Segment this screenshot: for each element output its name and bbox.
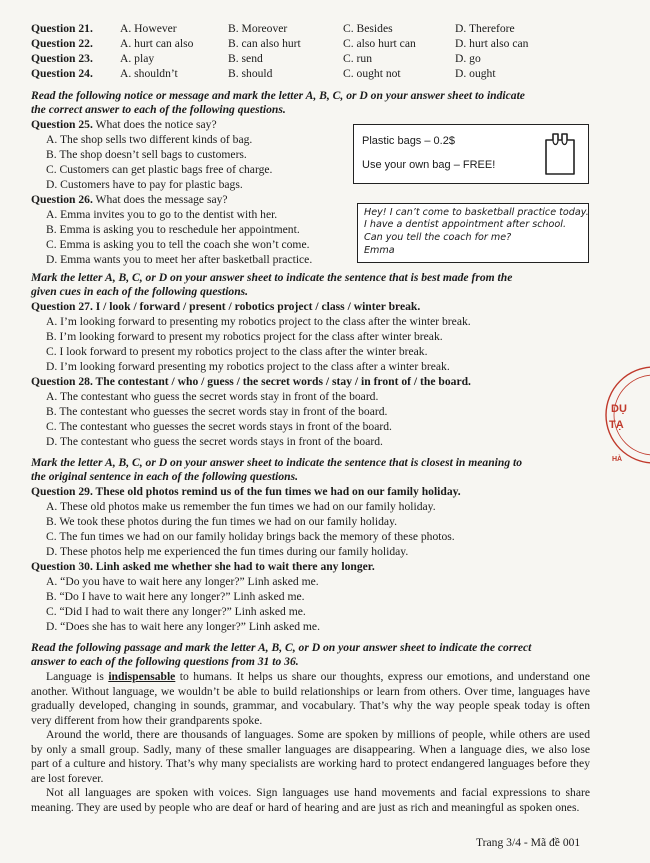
- passage-p1-start: Language is: [46, 670, 109, 683]
- question-26-label: Question 26.: [31, 193, 93, 206]
- q30-option-c: C. “Did I had to wait there any longer?” Linh asked me.: [46, 605, 306, 618]
- question-29-stem: These old photos remind us of the fun times we had on our family holiday.: [95, 485, 461, 498]
- q29-option-a: A. These old photos make us remember the fun times we had on our family holiday.: [46, 500, 436, 513]
- q26-option-d: D. Emma wants you to meet her after basketball practice.: [46, 253, 313, 266]
- question-27: [31, 300, 420, 315]
- q28-option-d: D. The contestant who guess the secret words stays in front of the board.: [46, 435, 383, 448]
- q30-option-b: B. “Do I have to wait here any longer?” Linh asked me.: [46, 590, 305, 603]
- q28-option-b: B. The contestant who guesses the secret words stay in front of the board.: [46, 405, 388, 418]
- q30-option-d: D. “Does she has to wait here any longer?” Linh asked me.: [46, 620, 320, 633]
- message-line2: I have a dentist appointment after school.: [364, 219, 567, 230]
- stamp-text-1: DỤ: [611, 403, 627, 415]
- passage-paragraph-3: Not all languages are spoken with voices. Sign languages use hand movements and facial expressions to share meaning. They are used by people who are deaf or hard of hearing and are just as rich and meaningful as spoken ones.: [31, 786, 590, 814]
- q27-option-d: D. I’m looking forward presenting my robotics project to the class after a winter break.: [46, 360, 450, 373]
- q27-option-c: C. I look forward to present my robotics project to the class after the winter break.: [46, 345, 428, 358]
- q27-option-b: B. I’m looking forward to present my robotics project for the class after winter break.: [46, 330, 443, 343]
- instruction-notice-line1: Read the following notice or message and mark the letter A, B, C, or D on your answer sheet to indicate: [31, 89, 525, 102]
- message-line3: Can you tell the coach for me?: [364, 232, 512, 243]
- question-30-label: Question 30.: [31, 560, 93, 573]
- question-29: [31, 485, 461, 500]
- shopping-bag-icon: [540, 130, 580, 178]
- instruction-passage-line2: answer to each of the following questions from 31 to 36.: [31, 655, 299, 668]
- option-21b: B. Moreover: [228, 22, 288, 35]
- q26-option-b: B. Emma is asking you to reschedule her appointment.: [46, 223, 300, 236]
- option-22d: D. hurt also can: [455, 37, 529, 50]
- question-25: [31, 118, 217, 133]
- option-24d: D. ought: [455, 67, 496, 80]
- passage-paragraph-2: Around the world, there are thousands of languages. Some are spoken by millions of people, while others are used by only a small group. Sadly, many of these smaller languages are disappearing. When a language dies, we also lose part of a culture and history. That’s why many specialists are working hard to protect endangered languages before they are lost forever.: [31, 728, 590, 785]
- option-23c: C. run: [343, 52, 372, 65]
- option-21c: C. Besides: [343, 22, 393, 35]
- option-22c: C. also hurt can: [343, 37, 416, 50]
- option-23a: A. play: [120, 52, 155, 65]
- instruction-notice-line2: the correct answer to each of the following questions.: [31, 103, 286, 116]
- q28-option-a: A. The contestant who guess the secret words stay in front of the board.: [46, 390, 379, 403]
- q25-option-c: C. Customers can get plastic bags free of charge.: [46, 163, 273, 176]
- instruction-cues-line1: Mark the letter A, B, C, or D on your answer sheet to indicate the sentence that is best made from the: [31, 271, 513, 284]
- q29-option-c: C. The fun times we had on our family holiday brings back the memory of these photos.: [46, 530, 455, 543]
- instruction-passage-line1: Read the following passage and mark the letter A, B, C, or D on your answer sheet to indicate the correct: [31, 641, 532, 654]
- notice-line-price: Plastic bags – 0.2$: [362, 135, 455, 147]
- keyword-indispensable: indispensable: [108, 670, 176, 683]
- plastic-bag-notice: [353, 124, 589, 184]
- option-24b: B. should: [228, 67, 273, 80]
- question-22-label: Question 22.: [31, 37, 93, 50]
- option-21a: A. However: [120, 22, 177, 35]
- page-footer: Trang 3/4 - Mã đề 001: [476, 836, 581, 849]
- q27-option-a: A. I’m looking forward to presenting my robotics project to the class after the winter break.: [46, 315, 471, 328]
- instruction-closest-line2: the original sentence in each of the following questions.: [31, 470, 299, 483]
- notice-line-free: Use your own bag – FREE!: [362, 159, 496, 171]
- q25-option-d: D. Customers have to pay for plastic bags.: [46, 178, 243, 191]
- question-30: [31, 560, 375, 575]
- option-24a: A. shouldn’t: [120, 67, 178, 80]
- q25-option-a: A. The shop sells two different kinds of bag.: [46, 133, 253, 146]
- question-28-label: Question 28.: [31, 375, 93, 388]
- question-21-label: Question 21.: [31, 22, 93, 35]
- q30-option-a: A. “Do you have to wait here any longer?” Linh asked me.: [46, 575, 319, 588]
- q29-option-d: D. These photos help me experienced the fun times during our family holiday.: [46, 545, 409, 558]
- question-29-label: Question 29.: [31, 485, 93, 498]
- q26-option-a: A. Emma invites you to go to the dentist with her.: [46, 208, 278, 221]
- question-30-stem: Linh asked me whether she had to wait there any longer.: [95, 560, 375, 573]
- question-25-stem: What does the notice say?: [95, 118, 217, 131]
- instruction-closest-line1: Mark the letter A, B, C, or D on your answer sheet to indicate the sentence that is closest in meaning to: [31, 456, 523, 469]
- question-27-label: Question 27.: [31, 300, 93, 313]
- question-25-label: Question 25.: [31, 118, 93, 131]
- passage-paragraph-1: [31, 670, 590, 728]
- stamp-text-3: HÀ: [612, 456, 623, 463]
- question-24-label: Question 24.: [31, 67, 93, 80]
- option-22b: B. can also hurt: [228, 37, 301, 50]
- message-line1: Hey! I can’t come to basketball practice today.: [364, 207, 589, 218]
- instruction-cues-line2: given cues in each of the following questions.: [31, 285, 249, 298]
- q29-option-b: B. We took these photos during the fun times we had on our family holiday.: [46, 515, 398, 528]
- question-26: [31, 193, 228, 208]
- option-23d: D. go: [455, 52, 481, 65]
- passage-p1-rest: to humans. It helps us share our thoughts, express our emotions, and understand one another. Without language, we wouldn’t be able to build relationships or learn from others. Over time, languages have gradually developed, changing in sounds, grammar, and vocabulary. That’s why the way people speak today is often very different from how their grandparents spoke.: [31, 670, 590, 727]
- option-24c: C. ought not: [343, 67, 401, 80]
- emma-message: [357, 203, 589, 263]
- question-26-stem: What does the message say?: [95, 193, 228, 206]
- question-23-label: Question 23.: [31, 52, 93, 65]
- question-28: [31, 375, 471, 390]
- question-28-stem: The contestant / who / guess / the secret words / stay / in front of / the board.: [95, 375, 471, 388]
- q28-option-c: C. The contestant who guesses the secret words stays in front of the board.: [46, 420, 392, 433]
- option-21d: D. Therefore: [455, 22, 515, 35]
- q25-option-b: B. The shop doesn’t sell bags to customers.: [46, 148, 247, 161]
- option-22a: A. hurt can also: [120, 37, 194, 50]
- message-signature: Emma: [364, 245, 395, 256]
- option-23b: B. send: [228, 52, 263, 65]
- q26-option-c: C. Emma is asking you to tell the coach she won’t come.: [46, 238, 310, 251]
- question-27-stem: I / look / forward / present / robotics project / class / winter break.: [95, 300, 421, 313]
- stamp-text-2: TẠ: [609, 419, 624, 431]
